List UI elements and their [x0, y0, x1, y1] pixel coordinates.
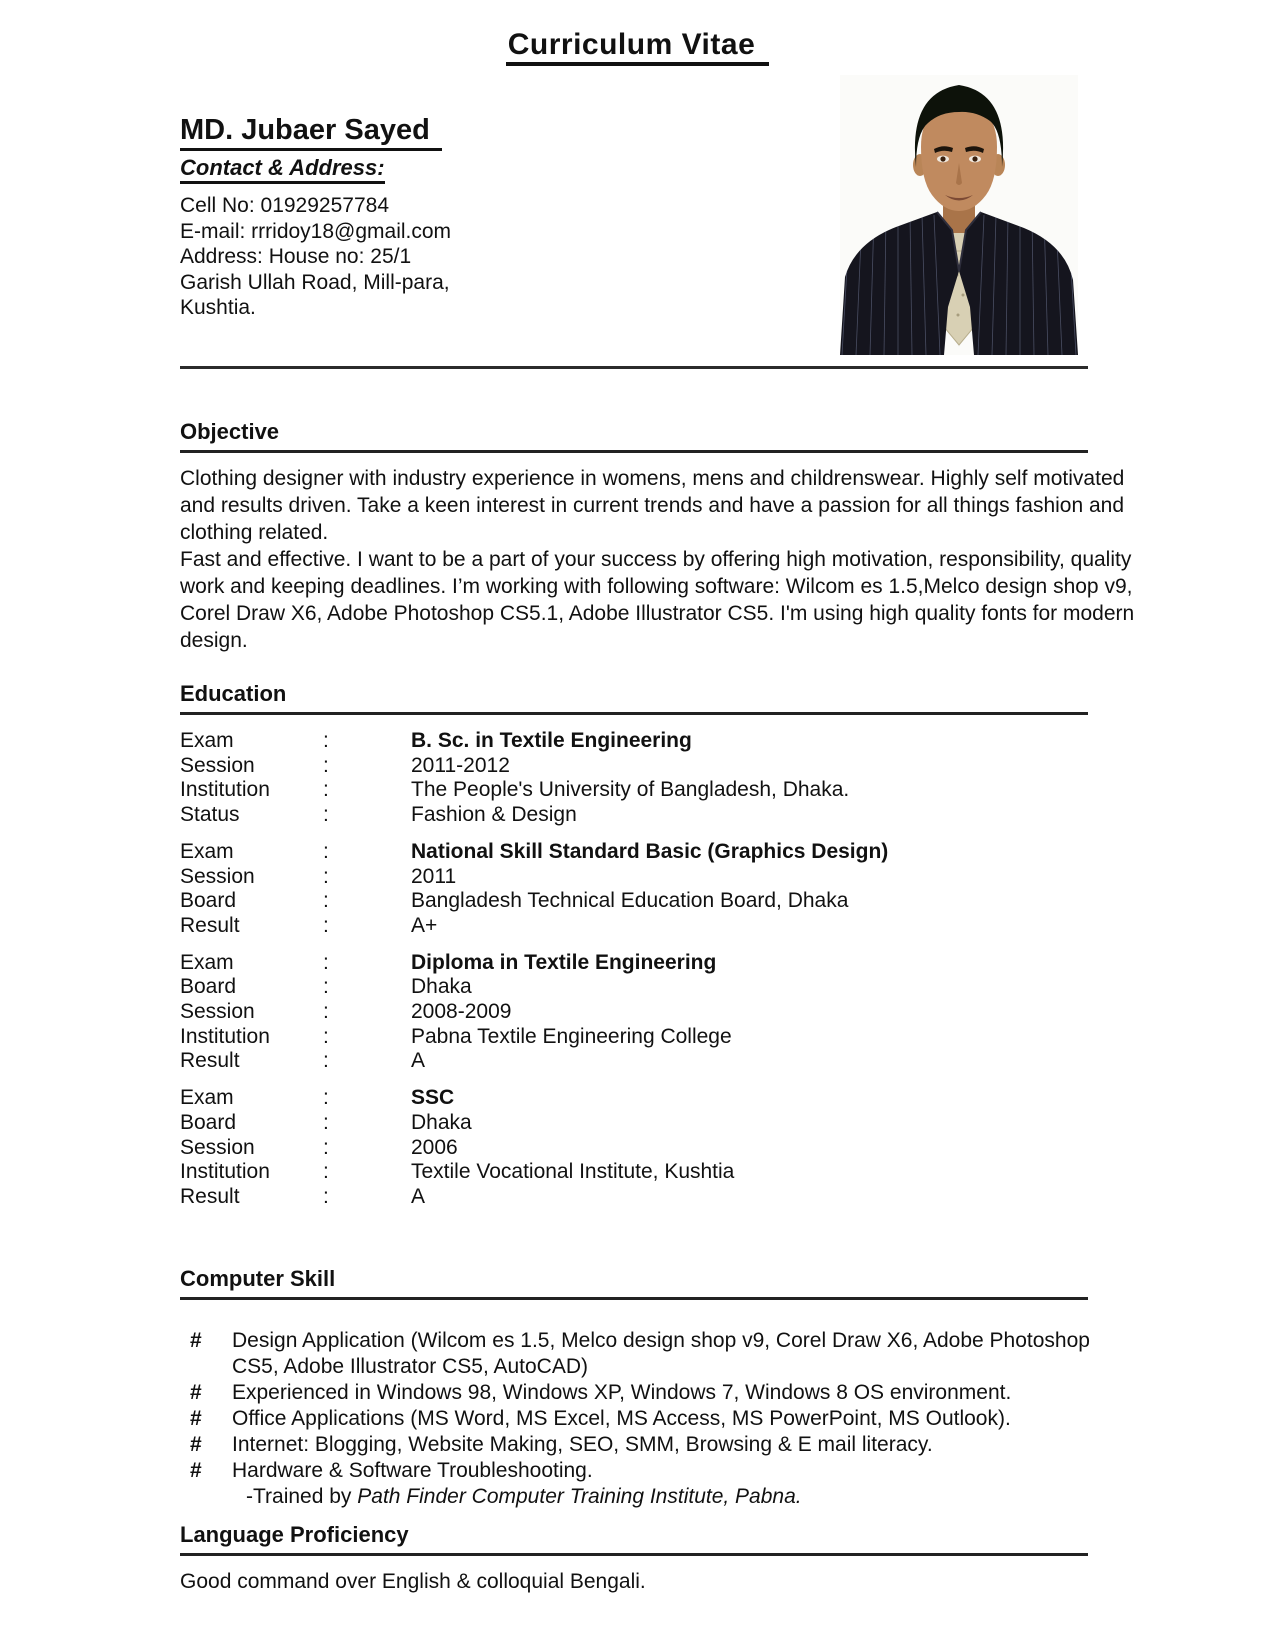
section-objective	[180, 419, 1135, 654]
education-row-colon: :	[323, 864, 329, 888]
skill-item	[180, 1432, 1140, 1458]
education-row-colon: :	[323, 1110, 329, 1134]
contact-line: Kushtia.	[180, 296, 256, 319]
contact-line: Cell No: 01929257784	[180, 194, 389, 217]
education-row	[180, 914, 1135, 939]
education-row	[180, 889, 1135, 914]
hash-bullet-icon: #	[190, 1381, 202, 1404]
education-row	[180, 951, 1135, 976]
section-education	[180, 681, 1135, 1222]
education-row-label: Status	[180, 803, 240, 827]
education-block	[180, 951, 1135, 1075]
hash-bullet-icon: #	[190, 1329, 202, 1352]
education-row-value: Textile Vocational Institute, Kushtia	[411, 1160, 735, 1184]
education-row-colon: :	[323, 1086, 329, 1110]
education-row-label: Institution	[180, 1024, 270, 1048]
trained-note-prefix: -Trained by	[246, 1485, 358, 1508]
education-row	[180, 1185, 1135, 1210]
education-row-colon: :	[323, 729, 329, 752]
contact-address-heading	[180, 155, 740, 181]
contact-address-heading-text: Contact & Address:	[180, 155, 385, 184]
skill-text: Internet: Blogging, Website Making, SEO, SMM, Browsing & E mail literacy.	[232, 1433, 933, 1456]
contact-line: Garish Ullah Road, Mill-para,	[180, 270, 450, 294]
education-row-label: Institution	[180, 1160, 270, 1184]
education-row-label: Exam	[180, 950, 234, 974]
education-block	[180, 1086, 1135, 1210]
education-row-label: Board	[180, 975, 237, 999]
skill-text: Experienced in Windows 98, Windows XP, Windows 7, Windows 8 OS environment.	[232, 1381, 1012, 1404]
hash-bullet-icon: #	[190, 1433, 202, 1456]
section-language-proficiency	[180, 1522, 1135, 1594]
education-row	[180, 803, 1135, 828]
portrait-illustration	[840, 75, 1078, 355]
hash-bullet-icon: #	[190, 1407, 202, 1430]
education-row-value: Diploma in Textile Engineering	[411, 950, 717, 974]
skill-list	[180, 1328, 1140, 1510]
education-row	[180, 865, 1135, 890]
education-row-colon: :	[323, 1000, 329, 1024]
education-row-label: Board	[180, 1110, 237, 1134]
header-divider	[180, 366, 1088, 369]
skill-text: Office Applications (MS Word, MS Excel, MS Access, MS PowerPoint, MS Outlook).	[232, 1407, 1011, 1430]
education-row-colon: :	[323, 778, 329, 802]
skill-item	[180, 1458, 1140, 1484]
education-row-value: The People's University of Bangladesh, Dhaka.	[411, 778, 850, 802]
skill-item	[180, 1328, 1140, 1380]
education-row-colon: :	[323, 1135, 329, 1159]
education-row-value: Fashion & Design	[411, 803, 577, 827]
education-row-value: 2011-2012	[411, 753, 510, 777]
education-row-value: 2006	[411, 1135, 458, 1159]
candidate-name	[180, 114, 740, 147]
profile-photo	[840, 75, 1078, 355]
education-row	[180, 754, 1135, 779]
education-row-value: Dhaka	[411, 975, 472, 999]
education-block	[180, 840, 1135, 939]
education-row-value: A+	[411, 913, 438, 937]
education-row-value: A	[411, 1049, 426, 1073]
education-row-label: Result	[180, 1049, 240, 1073]
education-row-colon: :	[323, 839, 329, 863]
page-title-text: Curriculum Vitae	[506, 28, 770, 66]
contact-line: Address: House no: 25/1	[180, 245, 412, 268]
education-row-label: Result	[180, 913, 240, 937]
objective-paragraphs	[180, 465, 1135, 654]
education-row-colon: :	[323, 753, 329, 777]
education-row-value: 2011	[411, 864, 457, 888]
education-row-colon: :	[323, 1024, 329, 1048]
education-row	[180, 1025, 1135, 1050]
skill-item	[180, 1380, 1140, 1406]
education-row	[180, 1086, 1135, 1111]
education-row	[180, 975, 1135, 1000]
skill-item	[180, 1406, 1140, 1432]
education-row	[180, 778, 1135, 803]
trained-note-institute: Path Finder Computer Training Institute, Pabna.	[357, 1485, 802, 1508]
education-row-label: Exam	[180, 1086, 234, 1110]
skill-text: Hardware & Software Troubleshooting.	[232, 1459, 593, 1482]
education-row-label: Exam	[180, 729, 234, 752]
education-blocks	[180, 729, 1135, 1210]
candidate-name-text: MD. Jubaer Sayed	[180, 114, 442, 151]
header-contact-block	[180, 114, 740, 321]
education-row	[180, 1000, 1135, 1025]
hash-bullet-icon: #	[190, 1459, 202, 1482]
section-computer-skill	[180, 1266, 1140, 1510]
language-text: Good command over English & colloquial Bengali.	[180, 1570, 646, 1593]
education-row-colon: :	[323, 950, 329, 974]
computer-skill-heading: Computer Skill	[180, 1266, 1088, 1300]
education-row-label: Board	[180, 889, 237, 913]
education-row-colon: :	[323, 913, 329, 937]
objective-heading: Objective	[180, 419, 1088, 453]
language-heading: Language Proficiency	[180, 1522, 1088, 1556]
education-row-label: Result	[180, 1184, 240, 1208]
education-row-value: Dhaka	[411, 1110, 472, 1134]
education-row-value: A	[411, 1184, 426, 1208]
education-row-colon: :	[323, 889, 329, 913]
education-row-label: Session	[180, 864, 255, 888]
education-row	[180, 1160, 1135, 1185]
education-row-label: Exam	[180, 839, 234, 863]
trained-note	[180, 1484, 1140, 1510]
education-heading: Education	[180, 681, 1088, 715]
education-row-value: Bangladesh Technical Education Board, Dhaka	[411, 889, 849, 913]
education-row	[180, 729, 1135, 754]
education-row-value: B. Sc. in Textile Engineering	[411, 729, 692, 752]
education-row-label: Session	[180, 753, 255, 777]
contact-line: E-mail: rrridoy18@gmail.com	[180, 219, 452, 243]
page-title	[0, 28, 1275, 62]
education-row-label: Institution	[180, 778, 270, 802]
education-row-colon: :	[323, 1184, 329, 1208]
education-row-value: National Skill Standard Basic (Graphics Design)	[411, 839, 889, 863]
skill-text: Design Application (Wilcom es 1.5, Melco design shop v9, Corel Draw X6, Adobe Photoshop CS5, Adobe Illustrator CS5, AutoCAD)	[232, 1329, 1090, 1378]
education-row-value: 2008-2009	[411, 1000, 512, 1024]
education-row-value: SSC	[411, 1086, 455, 1110]
education-row-colon: :	[323, 803, 329, 827]
education-row	[180, 1136, 1135, 1161]
education-row-value: Pabna Textile Engineering College	[411, 1024, 732, 1048]
education-row	[180, 1111, 1135, 1136]
education-row	[180, 840, 1135, 865]
education-row-label: Session	[180, 1135, 255, 1159]
contact-lines	[180, 193, 740, 321]
education-row-colon: :	[323, 1160, 329, 1184]
objective-paragraph: Fast and effective. I want to be a part of your success by offering high motivation, responsibility, quality work and keeping deadlines. I’m working with following software: Wilcom es 1.5,Melco design shop v9, Corel Draw X6, Adobe Photoshop CS5.1, Adobe Illustrator CS5. I'm using high quality fonts for modern design.	[180, 548, 1135, 652]
education-block	[180, 729, 1135, 828]
education-row-label: Session	[180, 1000, 255, 1024]
education-row-colon: :	[323, 1049, 329, 1073]
objective-paragraph: Clothing designer with industry experience in womens, mens and childrenswear. Highly self motivated and results driven. Take a keen interest in current trends and have a passion for all things fashion and clothing related.	[180, 467, 1125, 544]
education-row	[180, 1049, 1135, 1074]
education-row-colon: :	[323, 975, 329, 999]
